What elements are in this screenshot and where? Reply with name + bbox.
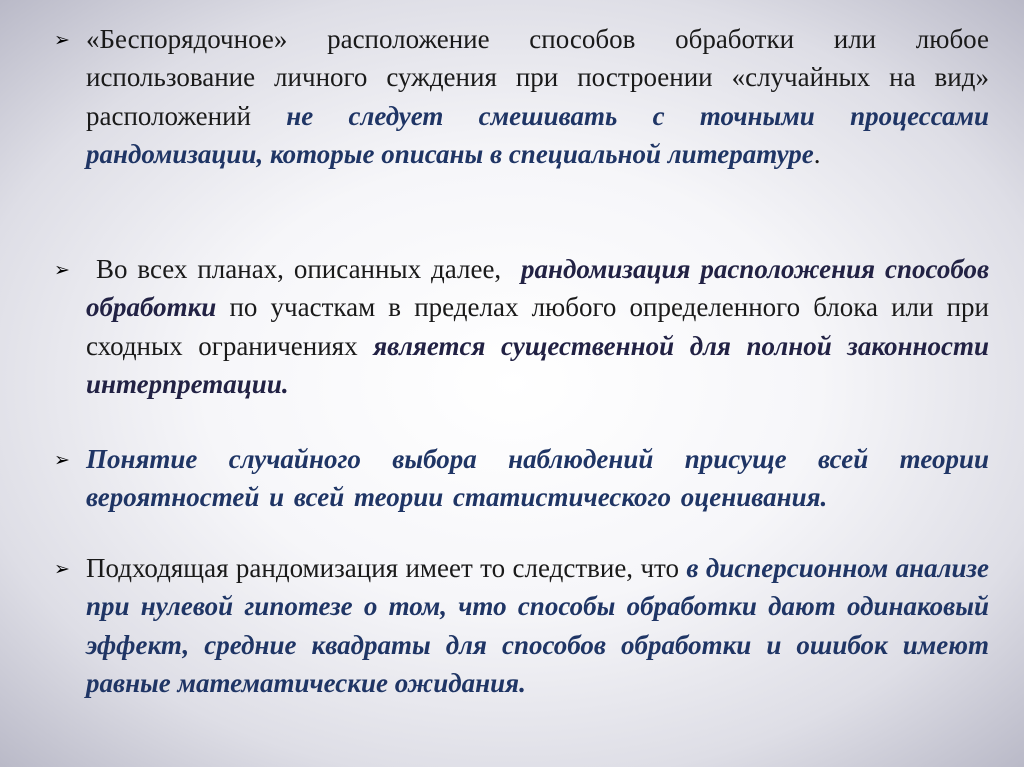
emphasis-text-run: не следует смешивать с точными процессами рандомизации, которые описаны в специальной литературе (86, 100, 990, 170)
emphasis-text-run: в дисперсионном анализе при нулевой гипотезе о том, что способы обработки дают одинаковый эффект, средние квадраты для способов обработки и ошибок имеют равные математические ожидания. (86, 553, 989, 699)
bullet-item-1 (54, 20, 989, 174)
bullet-arrow-icon: ➢ (54, 29, 70, 51)
bullet-text-2 (86, 250, 1016, 404)
text-run: Во всех планах, описанных далее, (86, 254, 522, 284)
text-run: по участкам в пределах любого определенного блока или при сходных ограничениях (86, 292, 989, 361)
text-run: . (813, 139, 821, 170)
bullet-text-4 (86, 549, 989, 703)
bullet-arrow-icon: ➢ (54, 449, 70, 471)
bullet-item-2 (54, 250, 1016, 404)
bullet-item-3 (54, 440, 989, 517)
bullet-arrow-icon: ➢ (54, 558, 70, 580)
bullet-item-4 (54, 549, 989, 703)
emphasis-text-run: является существенной для полной законности интерпретации. (86, 330, 1016, 400)
emphasis-text-run: Понятие случайного выбора наблюдений присуще всей теории вероятностей и всей теории статистического оценивания. (86, 444, 989, 513)
emphasis-text-run: рандомизация расположения способов обработки (86, 254, 990, 323)
bullet-text-1 (86, 20, 989, 174)
bullet-arrow-icon: ➢ (54, 259, 70, 281)
text-run: «Беспорядочное» расположение способов обработки или любое использование личного суждения при построении «случайных на вид» расположений (86, 24, 989, 131)
bullet-text-3 (86, 440, 989, 517)
text-run: Подходящая рандомизация имеет то следствие, что (86, 553, 687, 583)
